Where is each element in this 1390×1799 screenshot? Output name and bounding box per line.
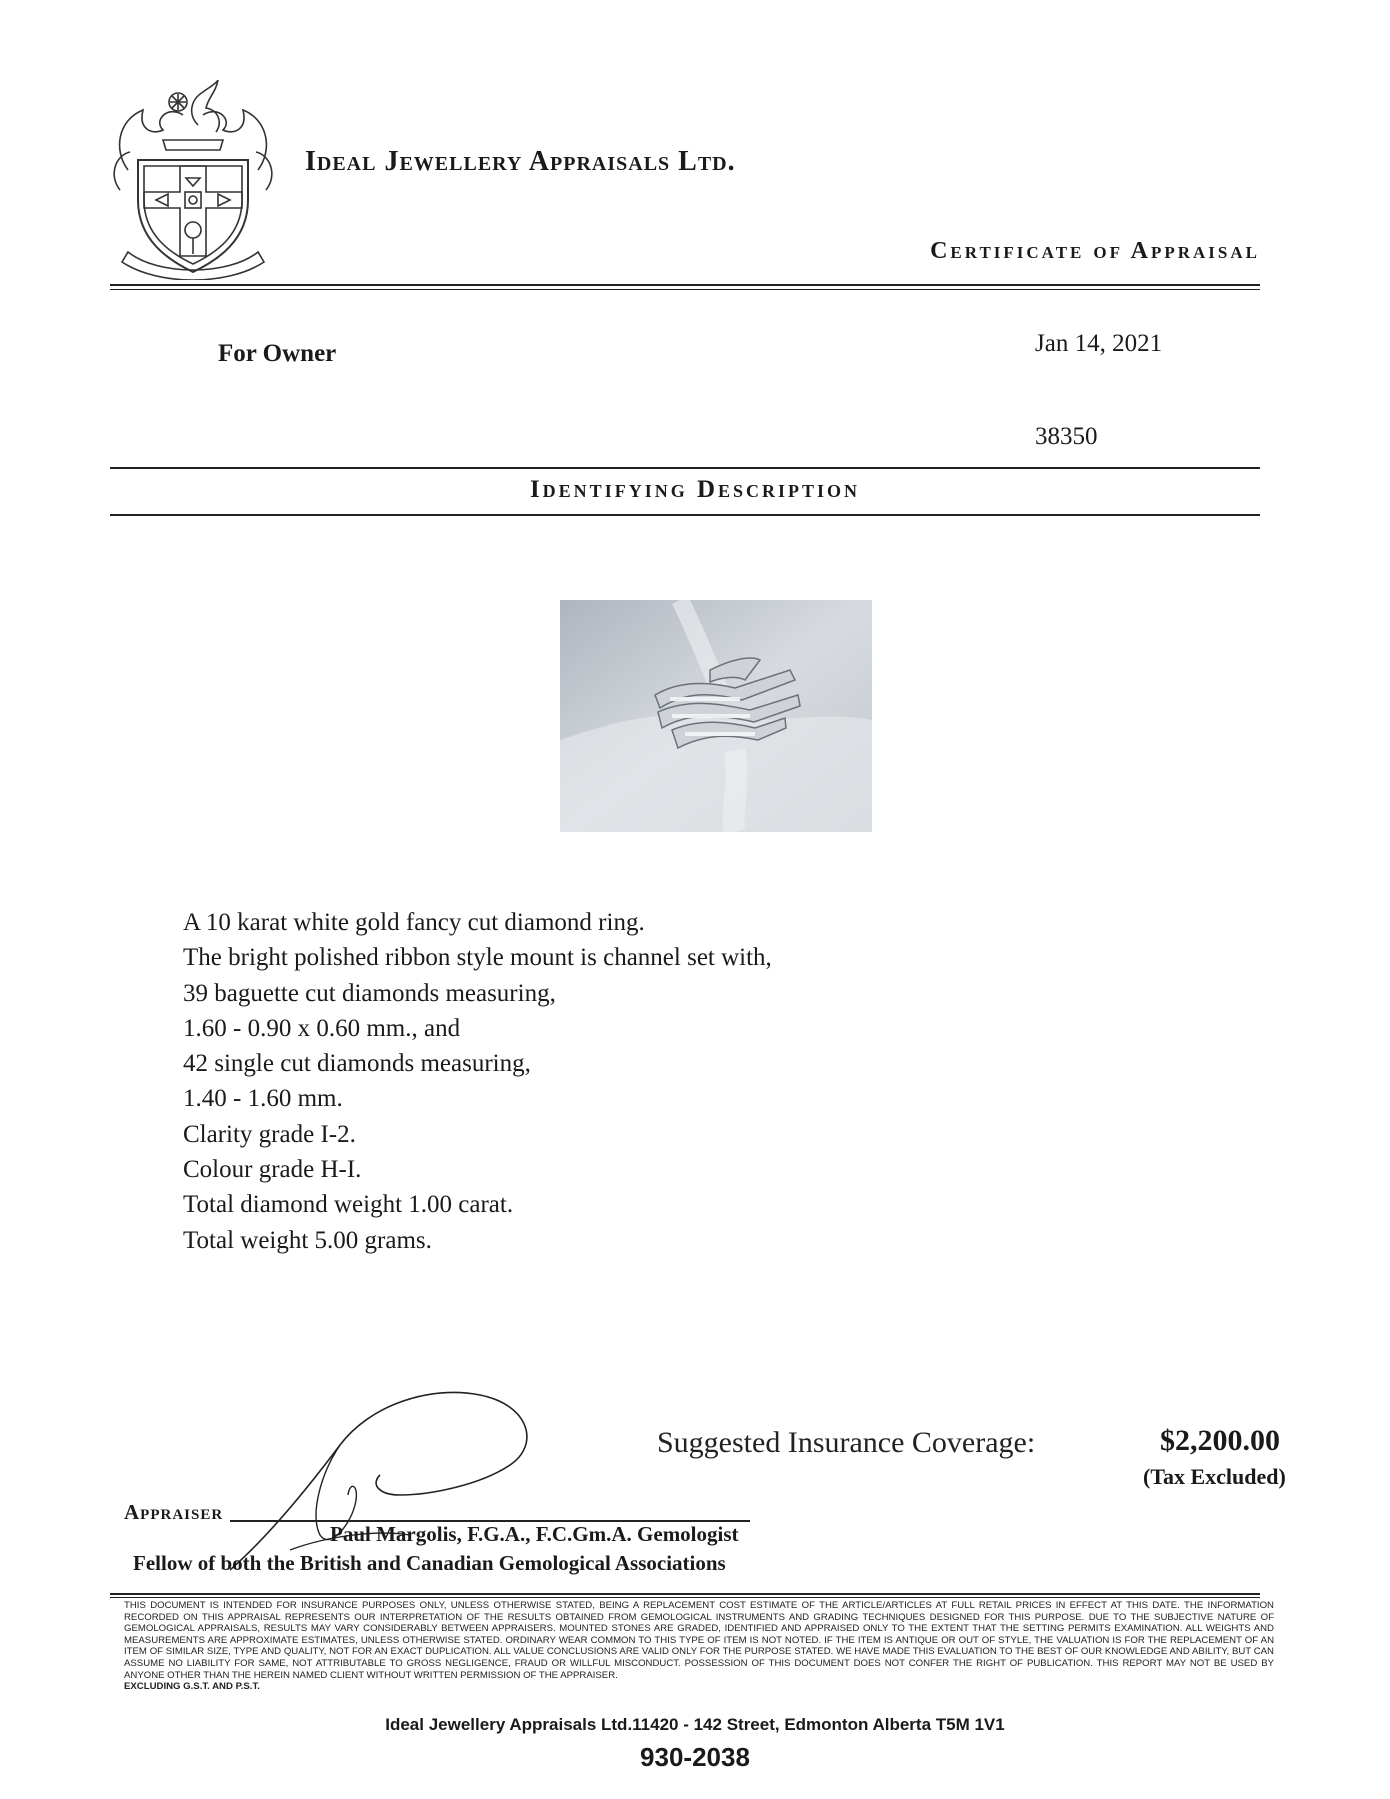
tax-exclusion-note: EXCLUDING G.S.T. AND P.S.T. — [124, 1681, 260, 1693]
disclaimer — [124, 1600, 1274, 1693]
description-line: Colour grade H-I. — [183, 1156, 362, 1184]
header-divider-thin — [110, 289, 1260, 290]
tax-note: (Tax Excluded) — [1143, 1464, 1286, 1489]
description-line: Total diamond weight 1.00 carat. — [183, 1191, 514, 1219]
coverage-label: Suggested Insurance Coverage: — [657, 1426, 1036, 1459]
description-line: A 10 karat white gold fancy cut diamond ring. — [183, 909, 645, 936]
section-divider-bottom — [110, 514, 1260, 516]
coverage-value: $2,200.00 — [1160, 1424, 1280, 1457]
appraiser-label: Appraiser — [124, 1500, 224, 1524]
coat-of-arms-icon — [108, 80, 278, 280]
description-line: Total weight 5.00 grams. — [183, 1226, 432, 1254]
description-line: The bright polished ribbon style mount is channel set with, — [183, 944, 772, 972]
section-divider-top — [110, 467, 1260, 469]
description-line: Clarity grade I-2. — [183, 1120, 356, 1148]
description-line: 39 baguette cut diamonds measuring, — [183, 979, 556, 1007]
description-line: 42 single cut diamonds measuring, — [183, 1050, 531, 1078]
item-description — [183, 905, 772, 1258]
appraiser-name: Paul Margolis, F.G.A., F.C.Gm.A. Gemologist — [330, 1522, 739, 1546]
ring-photo — [560, 600, 872, 832]
appraiser-fellowship: Fellow of both the British and Canadian Gemological Associations — [133, 1551, 726, 1575]
company-name: Ideal Jewellery Appraisals Ltd. — [305, 146, 736, 177]
header-divider — [110, 284, 1260, 286]
section-title: Identifying Description — [529, 476, 861, 503]
appraisal-date: Jan 14, 2021 — [1035, 330, 1163, 357]
certificate-title: Certificate of Appraisal — [930, 238, 1260, 264]
description-line: 1.40 - 1.60 mm. — [183, 1085, 343, 1113]
owner-label: For Owner — [218, 340, 337, 367]
footer-address: Ideal Jewellery Appraisals Ltd.11420 - 142 Street, Edmonton Alberta T5M 1V1 — [385, 1715, 1005, 1734]
certificate-number: 38350 — [1035, 423, 1098, 450]
description-line: 1.60 - 0.90 x 0.60 mm., and — [183, 1014, 461, 1042]
footer-divider — [110, 1593, 1260, 1595]
disclaimer-text: THIS DOCUMENT IS INTENDED FOR INSURANCE PURPOSES ONLY, UNLESS OTHERWISE STATED, BEING A REPLACEMENT COST ESTIMATE OF THE ARTICLE/ARTICLES AT FULL RETAIL PRICES IN EFFECT AT THIS DATE. THE INFORMATION RECORDED ON THIS APPRAISAL REPRESENTS OUR INTERPRETATION OF THE RESULTS OBTAINED FROM GEMOLOGICAL INSTRUMENTS AND GRADING TECHNIQUES DESIGNED FOR THIS PURPOSE. DUE TO THE SUBJECTIVE NATURE OF GEMOLOGICAL APPRAISALS, RESULTS MAY VARY CONSIDERABLY BETWEEN APPRAISERS. MOUNTED STONES ARE GRADED, IDENTIFIED AND APPRAISED ONLY TO THE EXTENT THAT THE SETTING PERMITS EXAMINATION. ALL WEIGHTS AND MEASUREMENTS ARE APPROXIMATE ESTIMATES, UNLESS OTHERWISE STATED. ORDINARY WEAR COMMON TO THIS TYPE OF ITEM IS NOT NOTED. IF THE ITEM IS ANTIQUE OR OUT OF STYLE, THE VALUATION IS FOR THE REPLACEMENT OF AN ITEM OF SIMILAR SIZE, TYPE AND QUALITY, NOT FOR AN EXACT DUPLICATION. ALL VALUE CONCLUSIONS ARE VALID ONLY FOR THE PURPOSE STATED. WE HAVE MADE THIS EVALUATION TO THE BEST OF OUR KNOWLEDGE AND ABILITY, BUT CAN ASSUME NO LIABILITY FOR SAME, NOT ATTRIBUTABLE TO GROSS NEGLIGENCE, FRAUD OR WILLFUL MISCONDUCT. POSSESSION OF THIS DOCUMENT DOES NOT CONFER THE RIGHT OF PUBLICATION. THIS REPORT MAY NOT BE USED BY ANYONE OTHER THAN THE HEREIN NAMED CLIENT WITHOUT WRITTEN PERMISSION OF THE APPRAISER. — [124, 1600, 1274, 1681]
footer-divider-thin — [110, 1597, 1260, 1598]
footer-phone: 930-2038 — [640, 1742, 750, 1772]
